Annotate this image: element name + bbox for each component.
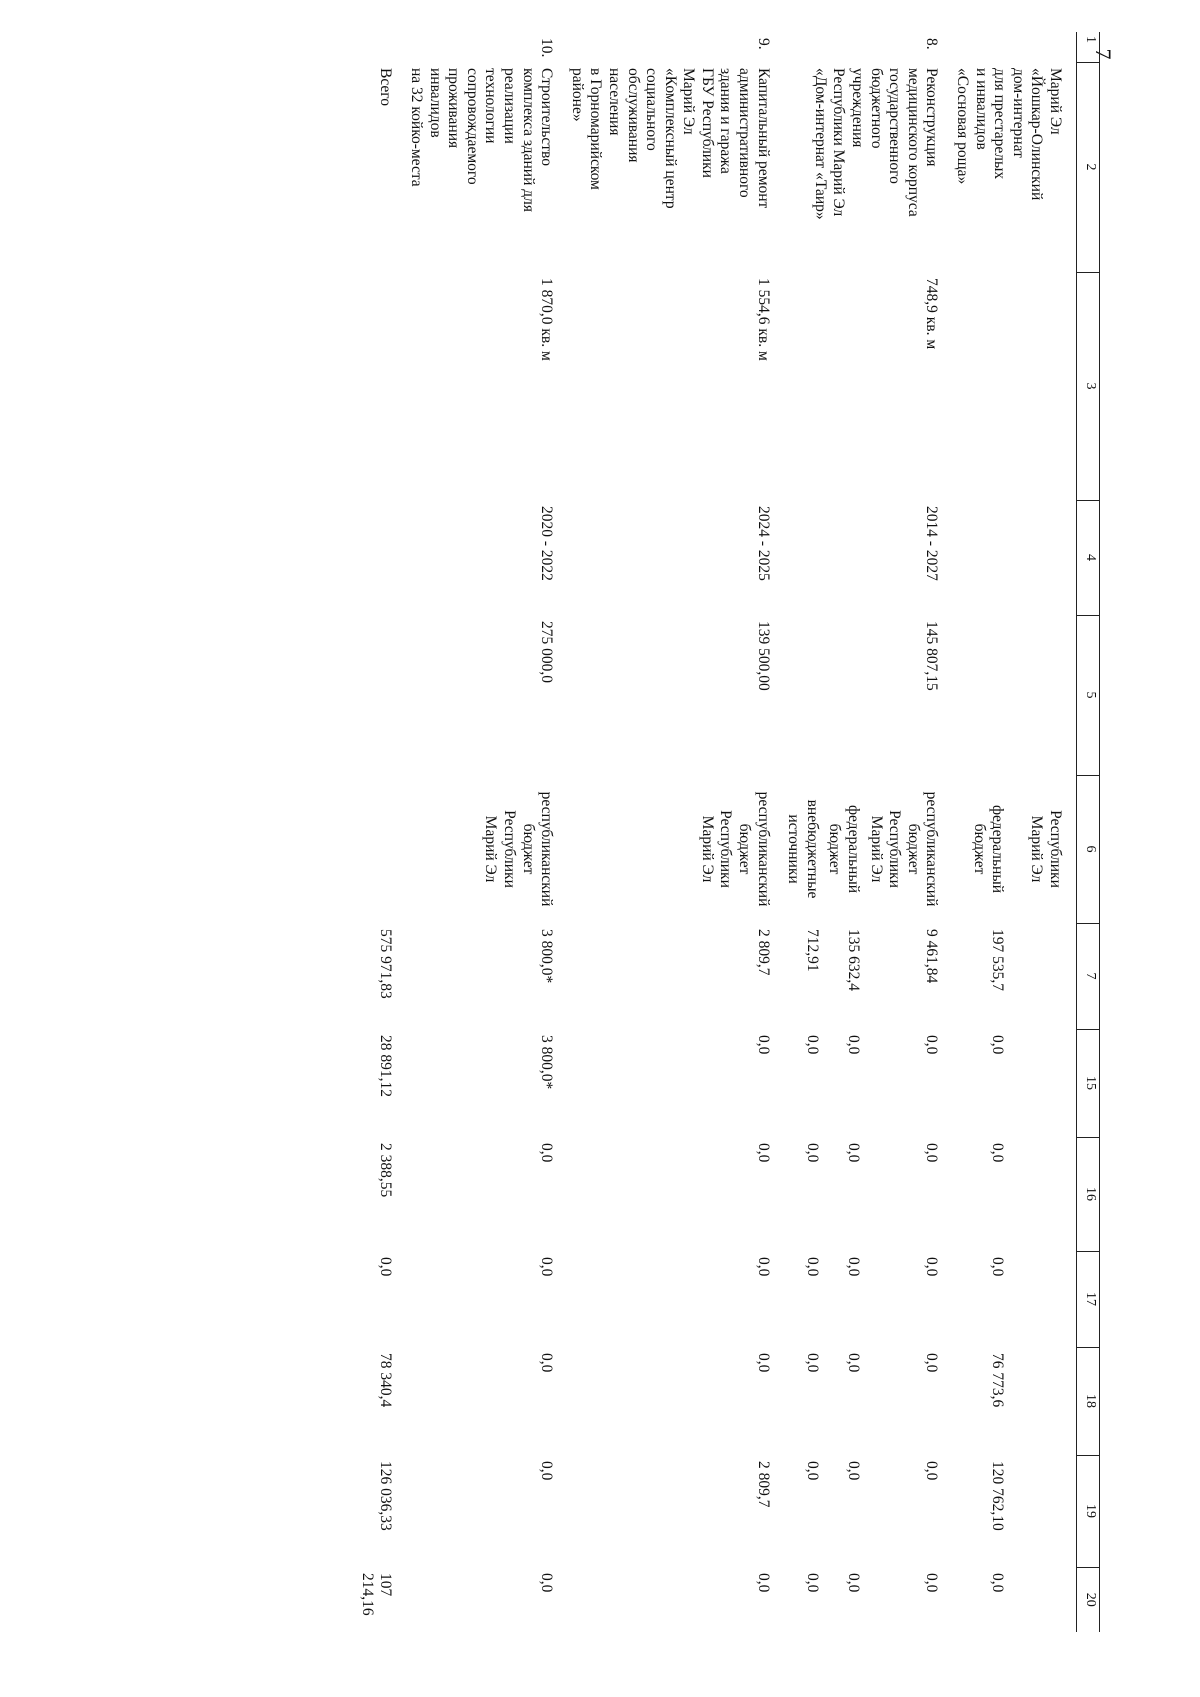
item-number (950, 32, 1066, 62)
value-col-19: 120 762,10 (989, 1461, 1007, 1531)
item-period: 2024 - 2025 (754, 506, 772, 581)
value-col-16: 0,0 (803, 1143, 821, 1163)
column-number-row (1077, 32, 1100, 1632)
funding-source: Республики Марий Эл (1028, 810, 1064, 888)
table-row (404, 32, 557, 1632)
funding-source: республиканский бюджет Республики Марий Эл (482, 791, 556, 907)
column-number-16: 16 (1077, 1137, 1100, 1251)
table-row (1008, 32, 1066, 1632)
item-name: Марий Эл «Йошкар-Олинский дом-интернат для престарелых и инвалидов «Сосновая роща» (954, 68, 1064, 201)
column-number-1: 1 (1077, 32, 1100, 62)
column-number-3: 3 (1077, 272, 1100, 500)
item-cost: 145 807,15 (923, 621, 941, 691)
value-col-18 (1008, 1347, 1066, 1455)
funding-source: республиканский бюджет Республики Марий Эл (867, 791, 941, 907)
value-col-20: 0,0 (845, 1573, 863, 1593)
value-col-16: 0,0 (845, 1143, 863, 1163)
value-col-15 (1008, 1029, 1066, 1137)
funding-source: республиканский бюджет Республики Марий Эл (698, 791, 772, 907)
rotated-table-container (100, 32, 1100, 1632)
item-period (950, 500, 1066, 615)
value-col-18: 76 773,6 (989, 1353, 1007, 1408)
column-number-18: 18 (1077, 1347, 1100, 1455)
value-col-18: 0,0 (845, 1353, 863, 1373)
value-col-19: 0,0 (923, 1461, 941, 1481)
value-col-7: 2 809,7 (754, 929, 772, 976)
value-col-7 (1008, 923, 1066, 1029)
total-col-17: 0,0 (377, 1257, 395, 1277)
value-col-17: 0,0 (989, 1257, 1007, 1277)
page-number: 7 (1091, 48, 1116, 60)
value-col-15: 3 800,0* (538, 1035, 556, 1090)
column-number-20: 20 (1077, 1567, 1100, 1632)
value-col-16: 0,0 (989, 1143, 1007, 1163)
value-col-16: 0,0 (923, 1143, 941, 1163)
value-col-19: 0,0 (538, 1461, 556, 1481)
value-col-19: 0,0 (845, 1461, 863, 1481)
value-col-17: 0,0 (923, 1257, 941, 1277)
value-col-17: 0,0 (803, 1257, 821, 1277)
value-col-18: 0,0 (923, 1353, 941, 1373)
value-col-20: 0,0 (923, 1573, 941, 1593)
total-col-18: 78 340,4 (377, 1353, 395, 1408)
column-number-5: 5 (1077, 615, 1100, 775)
value-col-18: 0,0 (803, 1353, 821, 1373)
item-number: 9. (754, 38, 772, 50)
column-number-15: 15 (1077, 1029, 1100, 1137)
value-col-19: 2 809,7 (754, 1461, 772, 1508)
total-label: Всего (377, 68, 395, 107)
value-col-17 (1008, 1251, 1066, 1347)
value-col-17: 0,0 (538, 1257, 556, 1277)
value-col-7: 3 800,0* (538, 929, 556, 984)
column-number-17: 17 (1077, 1251, 1100, 1347)
funding-source: внебюджетные источники (785, 799, 821, 899)
column-number-7: 7 (1077, 923, 1100, 1029)
value-col-18: 0,0 (538, 1353, 556, 1373)
value-col-20: 0,0 (754, 1573, 772, 1593)
value-col-16: 0,0 (538, 1143, 556, 1163)
value-col-16 (1008, 1137, 1066, 1251)
value-col-19 (1008, 1455, 1066, 1567)
total-col-15: 28 891,12 (377, 1035, 395, 1097)
value-col-15: 0,0 (803, 1035, 821, 1055)
value-col-16: 0,0 (754, 1143, 772, 1163)
value-col-17: 0,0 (845, 1257, 863, 1277)
item-name: Реконструкция медицинского корпуса государственного бюджетного учреждения Республики Марий Эл «Дом-интернат «Таир» (811, 68, 941, 220)
value-col-18: 0,0 (754, 1353, 772, 1373)
value-col-17: 0,0 (754, 1257, 772, 1277)
total-spacer (355, 32, 396, 62)
column-number-2: 2 (1077, 62, 1100, 272)
value-col-15: 0,0 (845, 1035, 863, 1055)
value-col-7: 712,91 (803, 929, 821, 972)
total-col-20: 107 214,16 (358, 1573, 395, 1616)
value-col-7: 9 461,84 (923, 929, 941, 984)
value-col-15: 0,0 (989, 1035, 1007, 1055)
column-number-6: 6 (1077, 775, 1100, 923)
value-col-15: 0,0 (754, 1035, 772, 1055)
total-col-7: 575 971,83 (377, 929, 395, 999)
table-body (355, 32, 1099, 1632)
funding-table (355, 32, 1100, 1632)
value-col-20: 0,0 (538, 1573, 556, 1593)
item-cost: 139 500,00 (754, 621, 772, 691)
item-area: 1 870,0 кв. м (538, 278, 556, 361)
empty-cell (355, 775, 396, 923)
table-row (864, 32, 942, 1632)
item-area (950, 272, 1066, 500)
empty-cell (355, 615, 396, 775)
total-col-16: 2 388,55 (377, 1143, 395, 1198)
item-number: 8. (923, 38, 941, 50)
total-row (355, 32, 396, 1632)
total-col-19: 126 036,33 (377, 1461, 395, 1531)
value-col-19: 0,0 (803, 1461, 821, 1481)
column-number-4: 4 (1077, 500, 1100, 615)
empty-cell (355, 500, 396, 615)
item-area: 1 554,6 кв. м (754, 278, 772, 361)
value-col-20: 0,0 (803, 1573, 821, 1593)
item-name: Капитальный ремонт административного здания и гаража ГБУ Республики Марий Эл «Комплексный центр социального обслуживания населения в Горномарийском районе» (568, 68, 772, 209)
table-row (565, 32, 774, 1632)
item-period: 2020 - 2022 (538, 506, 556, 581)
value-col-20: 0,0 (989, 1573, 1007, 1593)
item-area: 748,9 кв. м (923, 278, 941, 350)
column-number-19: 19 (1077, 1455, 1100, 1567)
item-period: 2014 - 2027 (923, 506, 941, 581)
value-col-20 (1008, 1567, 1066, 1632)
value-col-7: 135 632,4 (845, 929, 863, 991)
value-col-7: 197 535,7 (989, 929, 1007, 991)
item-cost: 275 000,0 (538, 621, 556, 683)
item-number: 10. (538, 38, 556, 58)
funding-source: федеральный бюджет (826, 804, 863, 894)
item-cost (950, 615, 1066, 775)
value-col-15: 0,0 (923, 1035, 941, 1055)
item-name: Строительство комплекса зданий для реализации технологии сопровождаемого проживания инвалидов на 32 койко-места (408, 68, 556, 213)
funding-source: федеральный бюджет (970, 804, 1007, 894)
empty-cell (355, 272, 396, 500)
